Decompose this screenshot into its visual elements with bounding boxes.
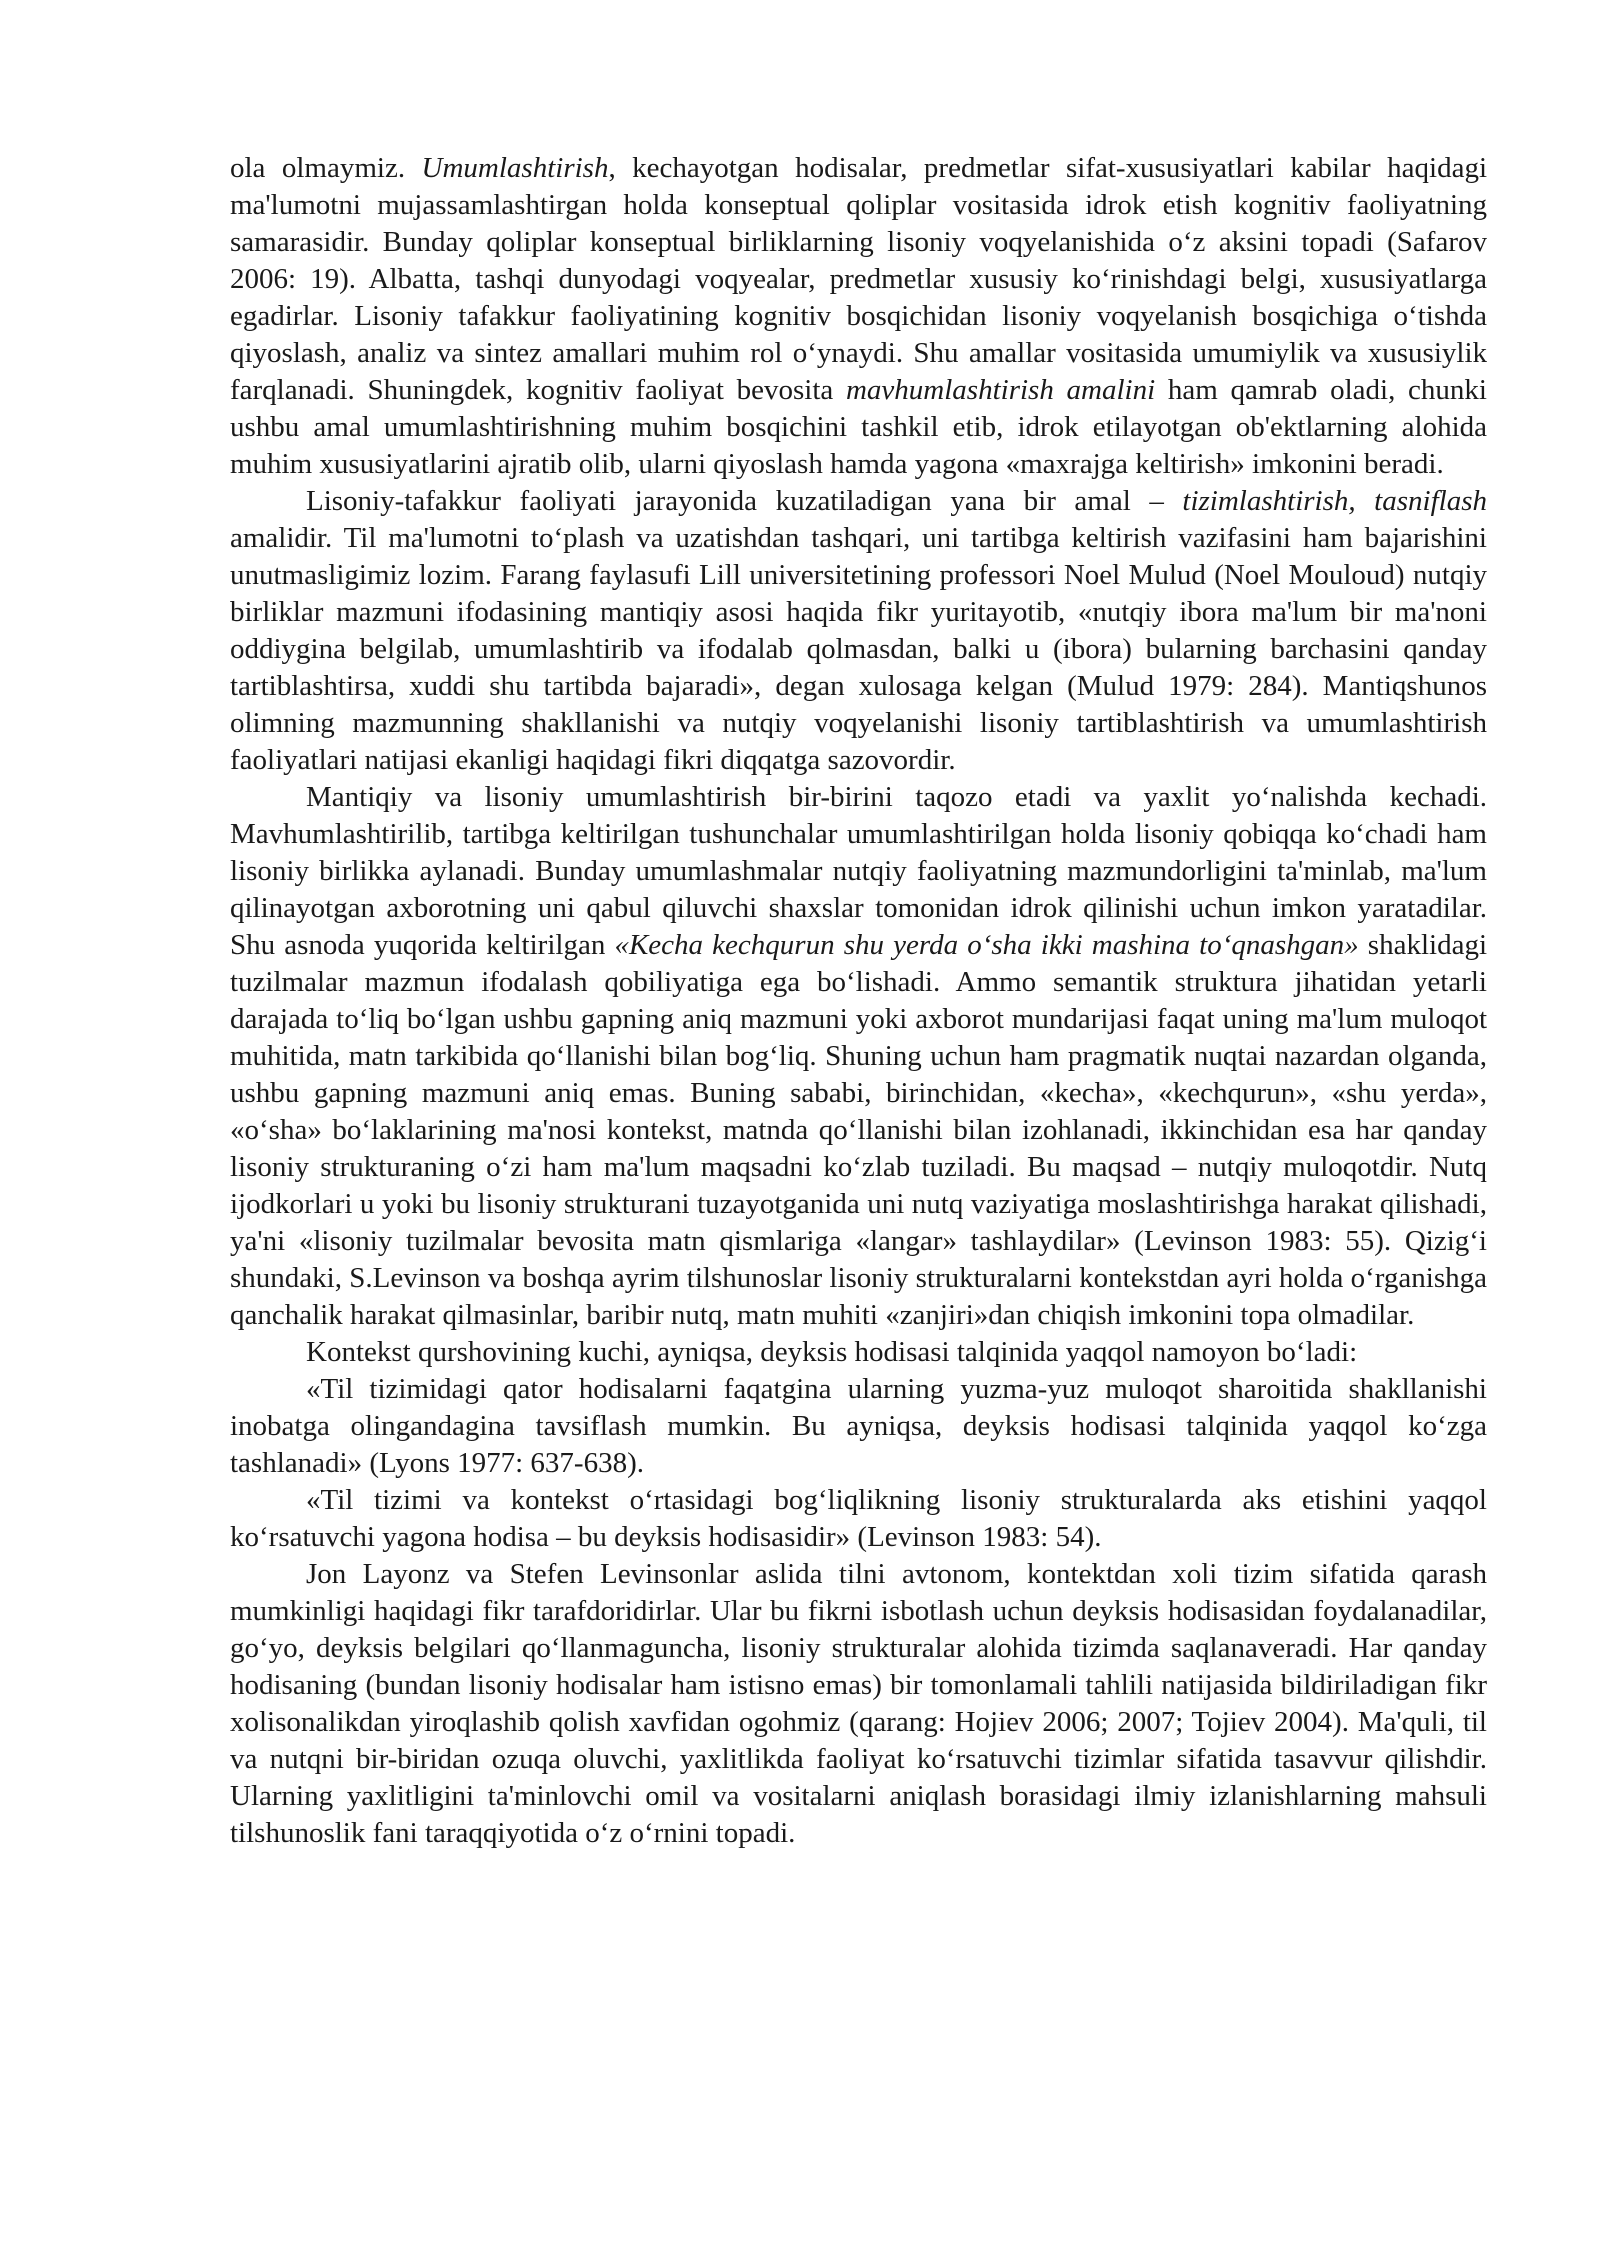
paragraph-1 <box>230 150 1487 483</box>
paragraph-7 <box>230 1556 1487 1852</box>
text-run: Mantiqiy va lisoniy umumlashtirish bir-birini taqozo etadi va yaxlit yo‘nalishda kechadi. Mavhumlashtirilib, tartibga keltirilgan tushunchalar umumlashtirilgan holda lisoniy qobiqqa ko‘chadi ham lisoniy birlikka aylanadi. Bunday umumlashmalar nutqiy faoliyatning mazmundorligini ta'minlab, ma'lum qilinayotgan axborotning uni qabul qiluvchi shaxslar tomonidan idrok qilinishi uchun imkon yaratadilar. Shu asnoda yuqorida keltirilgan <box>230 781 1487 961</box>
paragraph-4 <box>230 1334 1487 1371</box>
text-run: Lisoniy-tafakkur faoliyati jarayonida kuzatiladigan yana bir amal – <box>306 485 1183 517</box>
italic-term: mavhumlashtirish amalini <box>845 374 1156 406</box>
quote-levinson <box>230 1482 1487 1556</box>
text-run: «Til tizimidagi qator hodisalarni faqatgina ularning yuzma-yuz muloqot sharoitida shakllanishi inobatga olingandagina tavsiflash mumkin. Bu ayniqsa, deyksis hodisasi talqinida yaqqol ko‘zga tashlanadi» (Lyons 1977: 637-638). <box>230 1373 1487 1479</box>
text-run: , kechayotgan hodisalar, predmetlar sifat-xususiyatlari kabilar haqidagi ma'lumotni mujassamlashtirgan holda konseptual qoliplar vositasida idrok etish kognitiv faoliyatning samarasidir. Bunday qoliplar konseptual birliklarning lisoniy voqyelanishida o‘z aksini topadi (Safarov 2006: 19). Albatta, tashqi dunyodagi voqyealar, predmetlar xususiy ko‘rinishdagi belgi, xususiyatlarga egadirlar. Lisoniy tafakkur faoliyatining kognitiv bosqichidan lisoniy voqyelanish bosqichiga o‘tishda qiyoslash, analiz va sintez amallari muhim rol o‘ynaydi. Shu amallar vositasida umumiylik va xususiylik farqlanadi. Shuningdek, kognitiv faoliyat bevosita <box>230 152 1487 406</box>
document-page <box>230 150 1487 1852</box>
paragraph-2 <box>230 483 1487 779</box>
paragraph-3 <box>230 779 1487 1334</box>
quote-lyons <box>230 1371 1487 1482</box>
text-run: ola olmaymiz. <box>230 152 422 184</box>
text-run: Kontekst qurshovining kuchi, ayniqsa, deyksis hodisasi talqinida yaqqol namoyon bo‘ladi: <box>306 1336 1358 1368</box>
italic-quote: «Kecha kechqurun shu yerda o‘sha ikki mashina to‘qnashgan» <box>614 929 1359 961</box>
italic-term: tizimlashtirish, tasniflash <box>1182 485 1487 517</box>
text-run: ham qamrab oladi, chunki ushbu amal umumlashtirishning muhim bosqichini tashkil etib, idrok etilayotgan ob'ektlarning alohida muhim xususiyatlarini ajratib olib, ularni qiyoslash hamda yagona «maxrajga keltirish» imkonini beradi. <box>230 374 1487 480</box>
text-run: amalidir. Til ma'lumotni to‘plash va uzatishdan tashqari, uni tartibga keltirish vazifasini ham bajarishini unutmasligimiz lozim. Farang faylasufi Lill universitetining professori Noel Mulud (Noel Mouloud) nutqiy birliklar mazmuni ifodasining mantiqiy asosi haqida fikr yuritayotib, «nutqiy ibora ma'lum bir ma'noni oddiygina belgilab, umumlashtirib va ifodalab qolmasdan, balki u (ibora) bularning barchasini qanday tartiblashtirsa, xuddi shu tartibda bajaradi», degan xulosaga kelgan (Mulud 1979: 284). Mantiqshunos olimning mazmunning shakllanishi va nutqiy voqyelanishi lisoniy tartiblashtirish va umumlashtirish faoliyatlari natijasi ekanligi haqidagi fikri diqqatga sazovordir. <box>230 522 1487 776</box>
text-run: «Til tizimi va kontekst o‘rtasidagi bog‘liqlikning lisoniy strukturalarda aks etishini yaqqol ko‘rsatuvchi yagona hodisa – bu deyksis hodisasidir» (Levinson 1983: 54). <box>230 1484 1487 1553</box>
text-run: shaklidagi tuzilmalar mazmun ifodalash qobiliyatiga ega bo‘lishadi. Ammo semantik struktura jihatidan yetarli darajada to‘liq bo‘lgan ushbu gapning aniq mazmuni yoki axborot mundarijasi faqat uning ma'lum muloqot muhitida, matn tarkibida qo‘llanishi bilan bog‘liq. Shuning uchun ham pragmatik nuqtai nazardan olganda, ushbu gapning mazmuni aniq emas. Buning sababi, birinchidan, «kecha», «kechqurun», «shu yerda», «o‘sha» bo‘laklarining ma'nosi kontekst, matnda qo‘llanishi bilan izohlanadi, ikkinchidan esa har qanday lisoniy strukturaning o‘zi ham ma'lum maqsadni ko‘zlab tuziladi. Bu maqsad – nutqiy muloqotdir. Nutq ijodkorlari u yoki bu lisoniy strukturani tuzayotganida uni nutq vaziyatiga moslashtirishga harakat qilishadi, ya'ni «lisoniy tuzilmalar bevosita matn qismlariga «langar» tashlaydilar» (Levinson 1983: 55). Qizig‘i shundaki, S.Levinson va boshqa ayrim tilshunoslar lisoniy strukturalarni kontekstdan ayri holda o‘rganishga qanchalik harakat qilmasinlar, baribir nutq, matn muhiti «zanjiri»dan chiqish imkonini topa olmadilar. <box>230 929 1488 1331</box>
text-run: Jon Layonz va Stefen Levinsonlar aslida tilni avtonom, kontektdan xoli tizim sifatida qarash mumkinligi haqidagi fikr tarafdoridirlar. Ular bu fikrni isbotlash uchun deyksis hodisasidan foydalanadilar, go‘yo, deyksis belgilari qo‘llanmaguncha, lisoniy strukturalar alohida tizimda saqlanaveradi. Har qanday hodisaning (bundan lisoniy hodisalar ham istisno emas) bir tomonlamali tahlili natijasida bildiriladigan fikr xolisonalikdan yiroqlashib qolish xavfidan ogohmiz (qarang: Hojiev 2006; 2007; Tojiev 2004). Ma'quli, til va nutqni bir-biridan ozuqa oluvchi, yaxlitlikda faoliyat ko‘rsatuvchi tizimlar sifatida tasavvur qilishdir. Ularning yaxlitligini ta'minlovchi omil va vositalarni aniqlash borasidagi ilmiy izlanishlarning mahsuli tilshunoslik fani taraqqiyotida o‘z o‘rnini topadi. <box>230 1558 1487 1849</box>
italic-term: Umumlashtirish <box>421 152 609 184</box>
